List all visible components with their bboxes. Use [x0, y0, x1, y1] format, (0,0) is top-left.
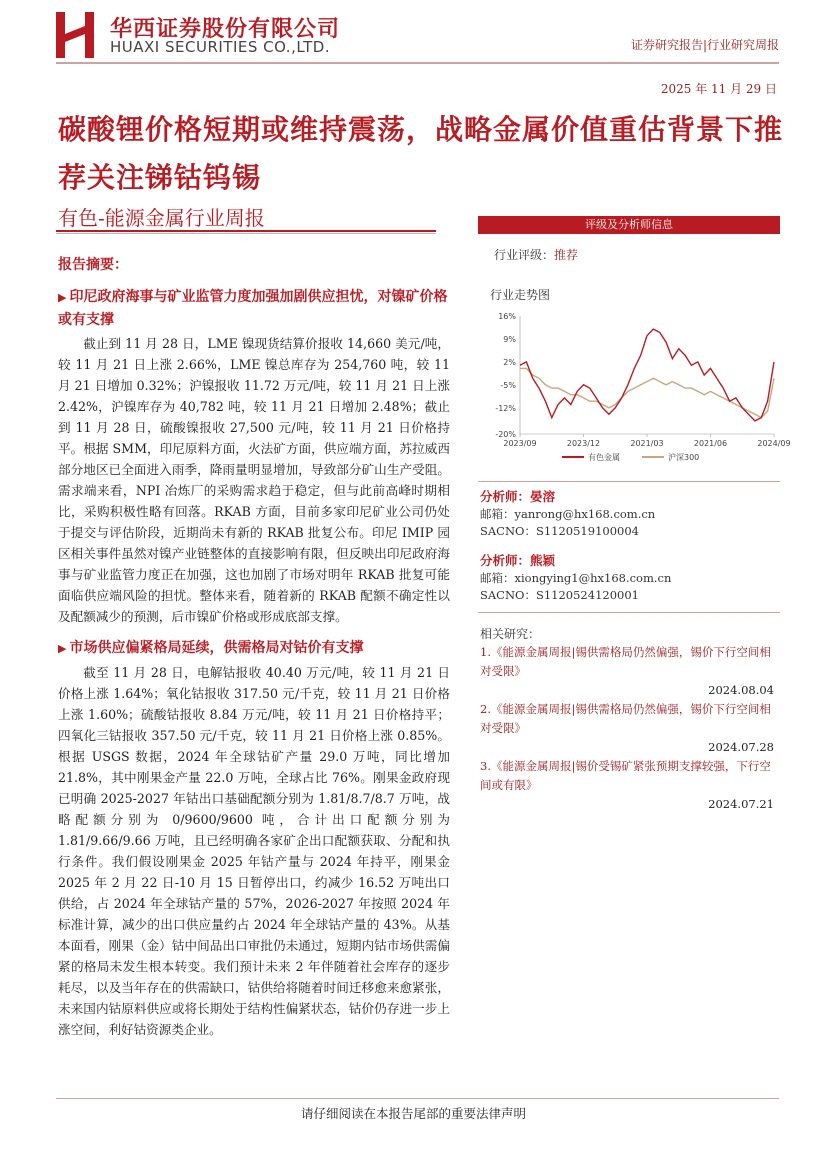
summary-column: [58, 248, 450, 1050]
y-tick-label: -5%: [500, 380, 516, 390]
related-report-date: 2024.07.21: [708, 797, 774, 811]
analyst-name: 分析师：熊颖: [480, 553, 556, 568]
huaxi-logo-icon: [56, 12, 94, 58]
triangle-bullet-icon: ▶: [58, 291, 67, 304]
sidebar: [478, 244, 791, 814]
rating-value: 推荐: [554, 248, 579, 262]
industry-trend-chart: [478, 310, 791, 470]
section-heading-cobalt: [58, 637, 450, 660]
series-line-industry: [520, 329, 774, 421]
sidebar-divider: [478, 612, 780, 613]
y-tick-label: 2%: [503, 357, 516, 367]
analyst-sacno: SACNO：S1120524120001: [480, 588, 639, 602]
x-tick-label: 2021/06: [693, 439, 728, 448]
related-report-date: 2024.08.04: [708, 683, 774, 697]
section-body-nickel: 截止到 11 月 28 日，LME 镍现货结算价报收 14,660 美元/吨，较 11 月 21 日上涨 2.66%，LME 镍总库存为 254,760 吨，较 11 月 21 日增加 0.32%；沪镍报收 11.72 万元/吨，较 11 月 21 日上涨 2.42%，沪镍库存为 40,782 吨，较 11 月 21 日增加 2.48%；截止到 11 月 28 日，硫酸镍报收 27,500 元/吨，较 11 月 21 日价格持平。根据 SMM，印尼原料方面，火法矿方面，供应端方面，苏拉威西部分地区已全面进入雨季，降雨量明显增加，导致部分矿山生产受阻。需求端来看，NPI 冶炼厂的采购需求趋于稳定，但与此前高峰时期相比，采购积极性略有回落。RKAB 方面，目前多家印尼矿业公司仍处于提交与评估阶段，近期尚未有新的 RKAB 批复公布。印尼 IMIP 园区相关事件虽然对镍产业链整体的直接影响有限，但反映出印尼政府海事与矿业监管力度正在加强，这也加剧了市场对明年 RKAB 批复可能面临供应端风险的担忧。整体来看，随着新的 RKAB 配额不确定性以及配额减少的预测，后市镍矿价格或形成底部支撑。: [58, 336, 450, 624]
legend-label: 沪深300: [668, 453, 700, 462]
related-research-label: 相关研究：: [480, 627, 541, 641]
related-report-link[interactable]: 3.《能源金属周报|锡价受锡矿紧张预期支撑较强，下行空间或有限》: [480, 759, 771, 792]
related-report-link[interactable]: 1.《能源金属周报|锡供需格局仍然偏强，锡价下行空间相对受限》: [480, 645, 771, 678]
y-tick-label: -12%: [495, 403, 516, 413]
report-type: 证券研究报告|行业研究周报: [630, 38, 779, 52]
analyst-block-2: [478, 552, 780, 604]
y-tick-label: 9%: [503, 334, 516, 344]
series-line-benchmark: [520, 368, 774, 417]
section-heading-text: 市场供应偏紧格局延续，供需格局对钴价有支撑: [69, 640, 364, 656]
related-report-link[interactable]: 2.《能源金属周报|锡供需格局仍然偏强，锡价下行空间相对受限》: [480, 702, 771, 735]
section-heading-text: 印尼政府海事与矿业监管力度加强加剧供应担忧，对镍矿价格或有支撑: [58, 289, 448, 328]
analyst-sacno: SACNO：S1120519100004: [480, 524, 639, 538]
y-tick-label: -20%: [495, 430, 516, 439]
company-name-en: HUAXI SECURITIES CO.,LTD.: [110, 38, 331, 56]
footer-divider: [56, 1098, 779, 1099]
subtitle-underline: [56, 230, 436, 232]
rating-panel-header: 评级及分析师信息: [478, 216, 780, 234]
section-heading-nickel: [58, 286, 450, 331]
analyst-block-1: [478, 488, 780, 540]
x-tick-label: 2023/12: [566, 439, 601, 448]
report-title: 碳酸锂价格短期或维持震荡，战略金属价值重估背景下推荐关注锑钴钨锡: [58, 113, 784, 194]
y-tick-label: 16%: [498, 312, 516, 321]
company-name-cn: 华西证券股份有限公司: [110, 17, 341, 42]
triangle-bullet-icon: ▶: [58, 642, 67, 655]
related-report-date: 2024.07.28: [708, 740, 774, 754]
legal-disclaimer: 请仔细阅读在本报告尾部的重要法律声明: [300, 1106, 526, 1121]
chart-title: 行业走势图: [490, 288, 551, 302]
analyst-name: 分析师：晏溶: [480, 489, 556, 504]
header-divider: [56, 62, 779, 64]
x-tick-label: 2024/09: [757, 439, 791, 448]
legend-label: 有色金属: [588, 453, 620, 462]
section-body-cobalt: 截至 11 月 28 日，电解钴报收 40.40 万元/吨，较 11 月 21 日价格上涨 1.64%；氧化钴报收 317.50 元/千克，较 11 月 21 日价格上涨 1.60%；硫酸钴报收 8.84 万元/吨，较 11 月 21 日价格持平；四氧化三钴报收 357.50 元/千克，较 11 月 21 日价格上涨 0.85%。根据 USGS 数据，2024 年全球钴矿产量 29.0 万吨，同比增加 21.8%，其中刚果金产量 22.0 万吨，全球占比 76%。刚果金政府现已明确 2025-2027 年钴出口基础配额分别为 1.81/8.7/8.7 万吨，战略配额分别为 0/9600/9600 吨，合计出口配额分别为 1.81/9.66/9.66 万吨，且已经明确各家矿企出口配额获取、分配和执行条件。我们假设刚果金 2025 年钴产量与 2024 年持平，刚果金 2025 年 2 月 22 日-10 月 15 日暂停出口，约减少 16.52 万吨出口供给，占 2024 年全球钴产量的 57%，2026-2027 年按照 2024 年标准计算，减少的出口供应量约占 2024 年全球钴产量的 43%。从基本面看，刚果（金）钴中间品出口审批仍未通过，短期内钴市场供需偏紧的格局未发生根本转变。我们预计未来 2 年伴随着社会库存的逐步耗尽，以及当年存在的供需缺口，钴供给将随着时间迁移愈来愈紧张，未来国内钴原料供应或将长期处于结构性偏紧状态，钴价仍存进一步上涨空间，利好钴资源类企业。: [58, 665, 450, 1037]
x-tick-label: 2023/09: [503, 439, 537, 448]
analyst-email[interactable]: 邮箱：yanrong@hx168.com.cn: [480, 507, 656, 521]
report-subtitle: 有色-能源金属行业周报: [58, 206, 265, 230]
report-date: 2025 年 11 月 29 日: [660, 82, 777, 96]
industry-rating: [478, 244, 780, 266]
subtitle-underline-thin: [56, 233, 436, 234]
sidebar-divider: [478, 481, 780, 482]
rating-label: 行业评级：: [494, 248, 555, 262]
summary-label: 报告摘要：: [58, 257, 128, 273]
analyst-email[interactable]: 邮箱：xiongying1@hx168.com.cn: [480, 571, 672, 585]
x-tick-label: 2021/03: [630, 439, 664, 448]
